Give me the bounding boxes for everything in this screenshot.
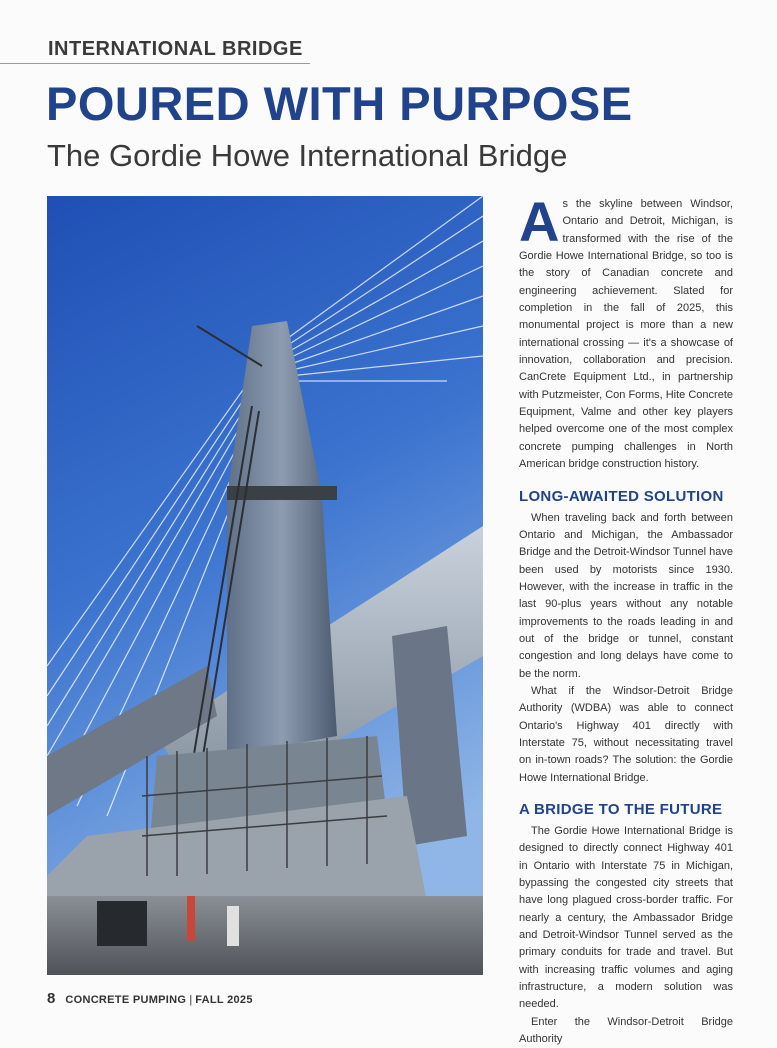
section2-paragraph-1: The Gordie Howe International Bridge is designed to directly connect Highway 401 in Ontario with Interstate 75 in Michigan, bypassing the congested city streets that have long plagued cross-border traffic. For nearly a century, the Ambassador Bridge and Detroit-Windsor Tunnel served as the primary conduits for trade and travel. But with increasing traffic volumes and aging infrastructure, a modern solution was needed. bbox=[519, 825, 733, 1011]
dropcap: A bbox=[519, 190, 560, 253]
section-heading-bridge-future: A BRIDGE TO THE FUTURE bbox=[519, 801, 723, 818]
equipment-box bbox=[97, 901, 147, 946]
footer-separator: | bbox=[189, 994, 193, 1006]
section-heading-long-awaited: LONG-AWAITED SOLUTION bbox=[519, 487, 724, 505]
pylon-band bbox=[227, 486, 337, 500]
kicker-divider bbox=[0, 63, 310, 64]
intro-text: s the skyline between Windsor, Ontario and Detroit, Michigan, is transformed with the rise of the Gordie Howe International Bridge, so too is the story of Canadian concrete and engineering achievement. Slated for completion in the fall of 2025, this monumental project is more than a new international crossing — it's a showcase of innovation, collaboration and precision. CanCrete Equipment Ltd., in partnership with Putzmeister, Con Forms, Hite Concrete Equipment, Valme and other key players helped overcome one of the most complex concrete pumping challenges in North American bridge construction history. bbox=[519, 198, 733, 471]
article-subhead: The Gordie Howe International Bridge bbox=[47, 138, 568, 173]
photo-illustration bbox=[47, 196, 483, 975]
section2-paragraph-2: Enter the Windsor-Detroit Bridge Authority bbox=[519, 1015, 733, 1046]
bridge-tower-photo bbox=[47, 196, 483, 975]
article-headline: POURED WITH PURPOSE bbox=[46, 77, 633, 130]
intro-paragraph bbox=[519, 190, 733, 474]
issue-label: FALL 2025 bbox=[195, 994, 253, 1006]
section-kicker: INTERNATIONAL BRIDGE bbox=[48, 38, 303, 60]
safety-barrel bbox=[187, 896, 195, 941]
traffic-barrel bbox=[227, 906, 239, 946]
article-body bbox=[519, 190, 734, 1048]
section1-paragraph-2: What if the Windsor-Detroit Bridge Authority (WDBA) was able to connect Ontario's Highway 401 directly with Interstate 75, without necessitating travel on in-town roads? The solution: the Gordie Howe International Bridge. bbox=[519, 684, 733, 784]
page-footer bbox=[47, 990, 253, 1007]
section1-paragraph-1: When traveling back and forth between Ontario and Michigan, the Ambassador Bridge and the Detroit-Windsor Tunnel have been used by motorists since 1930. However, with the increase in traffic in the last 90-plus years without any notable improvements to the roads leading in and out of the bridge or tunnel, constant congestion and long delays have come to be the norm. bbox=[519, 511, 734, 680]
magazine-name: CONCRETE PUMPING bbox=[65, 994, 187, 1006]
page-number: 8 bbox=[47, 990, 56, 1007]
